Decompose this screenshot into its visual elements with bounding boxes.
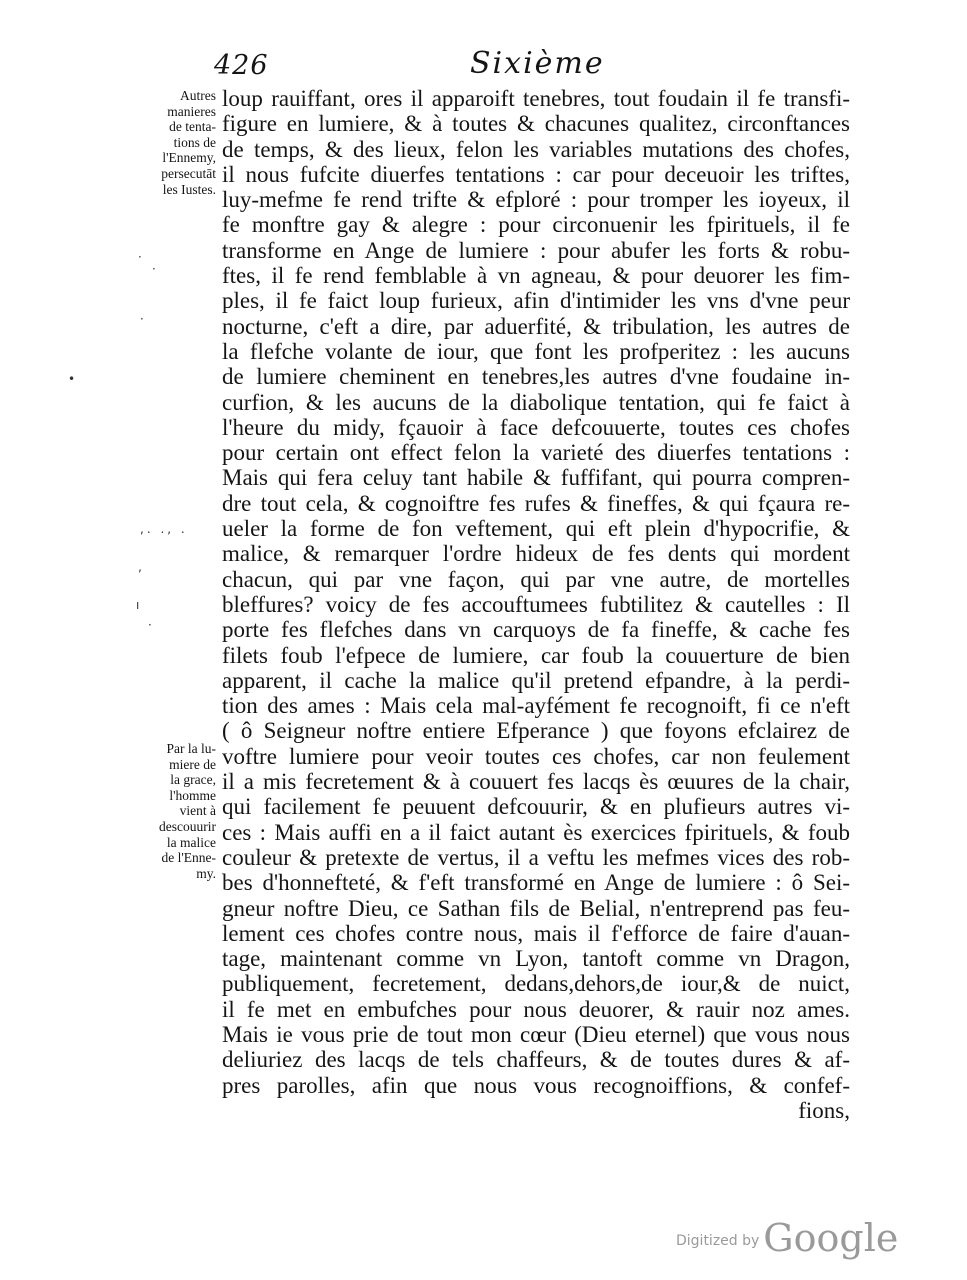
google-logo: Google xyxy=(763,1216,899,1260)
margin-note-line: l'homme xyxy=(169,787,216,803)
text-line: chacun, qui par vne façon, qui par vne autre, de mortelles xyxy=(222,566,850,592)
print-speck: · xyxy=(152,262,156,276)
text-line: il a mis fecretement & à couuert fes lacqs ès œuures de la chair, xyxy=(222,769,850,795)
print-speck: ‚ xyxy=(138,560,142,574)
margin-note-line: la malice xyxy=(166,834,216,850)
print-speck: ⋅ xyxy=(138,250,142,264)
body-text xyxy=(222,86,850,1123)
margin-note-line: Autres xyxy=(180,88,216,103)
text-line: figure en lumiere, & à toutes & chacunes qualitez, circonftances xyxy=(222,111,850,137)
margin-note-line: de l'Enne- xyxy=(161,850,216,866)
margin-note-line: my. xyxy=(196,865,216,881)
text-line: publiquement, fecretement, dedans,dehors,de iour,& de nuict, xyxy=(222,971,850,997)
margin-note-line: la grace, xyxy=(170,772,216,788)
margin-note-line: persecutāt xyxy=(161,165,216,181)
margin-note-line: descouurir xyxy=(159,818,216,834)
text-line: tion des ames : Mais cela mal-ayfément fe recognoift, fi ce n'eft xyxy=(222,693,850,719)
text-line: il nous fufcite diuerfes tentations : car pour deceuoir les triftes, xyxy=(222,161,850,187)
text-line: Mais qui fera celuy tant habile & fuffifant, qui pourra compren- xyxy=(222,465,850,491)
margin-note-line: miere de xyxy=(169,756,216,772)
text-line: luy-mefme fe rend trifte & efploré : pour tromper les ioyeux, il xyxy=(222,187,850,213)
text-line: gneur noftre Dieu, ce Sathan fils de Belial, n'entreprend pas feu- xyxy=(222,895,850,921)
text-line: apparent, il cache la malice qu'il pretend efpandre, à la perdi- xyxy=(222,667,850,693)
text-line: de temps, & des lieux, felon les variables mutations des chofes, xyxy=(222,136,850,162)
text-line: de lumiere cheminent en tenebres,les autres d'vne foudaine in- xyxy=(222,364,850,390)
running-head: Sixième xyxy=(470,46,605,81)
text-line: bes d'honnefteté, & f'eft transformé en Ange de lumiere : ô Sei- xyxy=(222,870,850,896)
text-line: il fe met en embufches pour nous deuorer, & rauir noz ames. xyxy=(222,996,850,1022)
margin-note-temptations xyxy=(134,88,216,197)
text-line: ( ô Seigneur noftre entiere Efperance ) que foyons efclairez de xyxy=(222,718,850,744)
print-speck: • xyxy=(68,372,76,386)
text-line: fe monftre gay & alegre : pour circonuenir les fpirituels, il fe xyxy=(222,212,850,238)
text-line: Mais ie vous prie de tout mon cœur (Dieu eternel) que vous nous xyxy=(222,1021,850,1047)
text-line: l'heure du midy, fçauoir à face defcouuerte, toutes ces chofes xyxy=(222,414,850,440)
text-line: ueler la forme de fon veftement, qui eft plein d'hypocrifie, & xyxy=(222,516,850,542)
text-line: la flefche volante de iour, que font les profperitez : les aucuns xyxy=(222,338,850,364)
text-line: pres parolles, afin que nous vous recognoiffions, & confef- xyxy=(222,1072,850,1098)
text-line: malice, & remarquer l'ordre hideux de fes dents qui mordent xyxy=(222,541,850,567)
margin-note-line: manieres xyxy=(167,103,216,119)
digitized-by-watermark xyxy=(676,1216,898,1260)
text-line: nocturne, c'eft a dire, par aduerfité, & tribulation, les autres de xyxy=(222,313,850,339)
text-line: qui facilement fe peuuent defcouurir, & en plufieurs autres vi- xyxy=(222,794,850,820)
text-line: loup rauiffant, ores il apparoift tenebres, tout foudain il fe transfi- xyxy=(222,86,850,111)
text-line: tage, maintenant comme vn Lyon, tantoft comme vn Dragon, xyxy=(222,946,850,972)
text-line: transforme en Ange de lumiere : pour abufer les forts & robu- xyxy=(222,237,850,263)
text-line: porte fes flefches dans vn carquoys de fa fineffe, & cache fes xyxy=(222,617,850,643)
text-line: pour certain ont effect felon la varieté des diuerfes tentations : xyxy=(222,440,850,466)
catchword: fions, xyxy=(798,1097,850,1123)
margin-note-line: tions de xyxy=(173,134,216,150)
text-line: bleffures? voicy de fes accouftumees fubtilitez & cautelles : Il xyxy=(222,591,850,617)
digitized-by-label: Digitized by xyxy=(676,1233,760,1249)
margin-note-line: l'Ennemy, xyxy=(162,150,216,166)
margin-note-line: vient à xyxy=(179,803,216,819)
page-number: 426 xyxy=(214,50,269,81)
text-line: voftre lumiere pour veoir toutes ces chofes, car non feulement xyxy=(222,743,850,769)
text-line: ftes, il fe rend femblable à vn agneau, & pour deuorer les fim- xyxy=(222,263,850,289)
margin-note-line: de tenta- xyxy=(169,119,216,135)
margin-note-line: les Iustes. xyxy=(162,181,216,197)
print-speck: ı xyxy=(136,598,140,612)
text-line: ces : Mais auffi en a il faict autant ès exercices fpirituels, & foub xyxy=(222,819,850,845)
text-line: deliuriez des lacqs de tels chaffeurs, & de toutes dures & af- xyxy=(222,1047,850,1073)
text-line: couleur & pretexte de vertus, il a veftu les mefmes vices des rob- xyxy=(222,844,850,870)
print-speck: · xyxy=(140,312,144,326)
text-line: curfion, & les aucuns de la diabolique tentation, qui fe faict à xyxy=(222,389,850,415)
text-line: filets foub l'efpece de lumiere, car foub la couuerture de bien xyxy=(222,642,850,668)
text-line: ples, il fe faict loup furieux, afin d'intimider les vns d'vne peur xyxy=(222,288,850,314)
margin-note-line: Par la lu- xyxy=(166,741,216,756)
margin-note-light-of-grace xyxy=(134,741,216,881)
text-line: lement ces chofes contre nous, mais il f'efforce de faire d'auan- xyxy=(222,920,850,946)
print-speck: · xyxy=(148,618,152,632)
text-line: dre tout cela, & cognoiftre fes rufes & fineffes, & qui fçaura re- xyxy=(222,490,850,516)
print-speck: ,. ., . xyxy=(140,522,188,536)
